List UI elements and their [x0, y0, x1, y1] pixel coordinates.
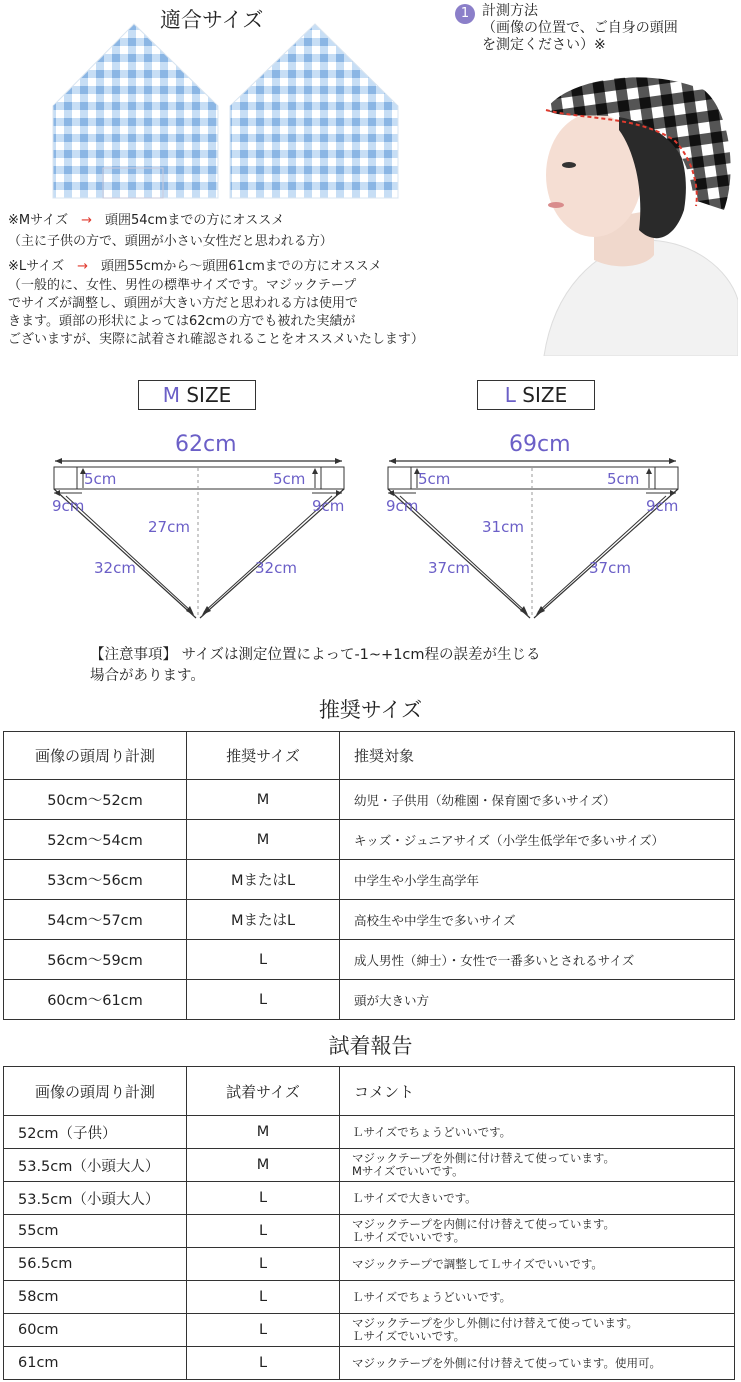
table-row: [4, 1347, 735, 1380]
table-cell: 中学生や小学生高学年: [340, 860, 735, 900]
red-arrow-icon: →: [77, 259, 89, 274]
table-cell: 60cm～61cm: [4, 980, 187, 1020]
table-cell: L: [187, 1215, 340, 1248]
l-size-label: ※Lサイズ: [8, 259, 65, 274]
table-cell: マジックテープを外側に付け替えて使っています。 Mサイズでいいです。: [340, 1149, 735, 1182]
table-row: [4, 1314, 735, 1347]
table-row: [4, 980, 735, 1020]
table-cell: マジックテープで調整してＬサイズでいいです。: [340, 1248, 735, 1281]
table-cell: Ｌサイズでちょうどいいです。: [340, 1116, 735, 1149]
l-size-word: SIZE: [522, 383, 568, 407]
table-row: [4, 1248, 735, 1281]
m-size-diagram: [50, 428, 350, 628]
l-size-desc: 頭囲55cmから～頭囲61cmまでの方にオススメ: [101, 259, 382, 274]
m-tab-left: 5cm: [84, 470, 117, 488]
table-cell: 53.5cm（小頭大人）: [4, 1182, 187, 1215]
bandana-product-image: [48, 22, 400, 200]
m-edge-right: 32cm: [255, 559, 297, 577]
table-row: [4, 860, 735, 900]
table-cell: M: [187, 780, 340, 820]
table-cell: 幼児・子供用（幼稚園・保育園で多いサイズ）: [340, 780, 735, 820]
table-cell: 58cm: [4, 1281, 187, 1314]
m-size-box: [138, 380, 256, 410]
table-cell: L: [187, 1314, 340, 1347]
caution-note: 【注意事項】 サイズは測定位置によって-1~+1cm程の誤差が生じる 場合があります。: [90, 647, 541, 684]
table-cell: 56cm～59cm: [4, 940, 187, 980]
m-size-label: ※Mサイズ: [8, 213, 69, 228]
table-header-row: [4, 1067, 735, 1116]
table-cell: 56.5cm: [4, 1248, 187, 1281]
table-cell: M: [187, 1149, 340, 1182]
table-cell: 成人男性（紳士）・女性で一番多いとされるサイズ: [340, 940, 735, 980]
table-cell: 52cm（子供）: [4, 1116, 187, 1149]
header-cell: 推奨サイズ: [187, 732, 340, 780]
header-cell: 推奨対象: [340, 732, 735, 780]
m-top-width: 62cm: [175, 432, 237, 457]
l-tab-left: 5cm: [418, 470, 451, 488]
recommend-title: 推奨サイズ: [318, 698, 423, 722]
header-cell: コメント: [340, 1067, 735, 1116]
m-center-depth: 27cm: [148, 518, 190, 536]
table-row: [4, 1215, 735, 1248]
table-cell: 54cm～57cm: [4, 900, 187, 940]
table-cell: L: [187, 940, 340, 980]
table-cell: 50cm～52cm: [4, 780, 187, 820]
table-cell: L: [187, 1347, 340, 1380]
l-tab-right: 5cm: [607, 470, 640, 488]
table-cell: L: [187, 1248, 340, 1281]
header-cell: 画像の頭周り計測: [4, 1067, 187, 1116]
table-cell: Ｌサイズでちょうどいいです。: [340, 1281, 735, 1314]
l-size-note-detail: （一般的に、女性、男性の標準サイズです。マジックテープ でサイズが調整し、頭囲が大きい方だと思われる方は使用で きます。頭部の形状によっては62cmの方でも被れた実績が ございますが、実際に試着され確認されることをオススメいたします）: [8, 278, 424, 347]
step-number-badge: 1: [455, 4, 475, 24]
table-header-row: [4, 732, 735, 780]
table-cell: 53cm～56cm: [4, 860, 187, 900]
l-size-letter: L: [504, 383, 516, 407]
table-cell: 61cm: [4, 1347, 187, 1380]
table-row: [4, 820, 735, 860]
model-photo: [524, 70, 738, 356]
l-side-right: 9cm: [646, 497, 679, 515]
table-row: [4, 1281, 735, 1314]
table-cell: L: [187, 1281, 340, 1314]
m-edge-left: 32cm: [94, 559, 136, 577]
l-size-box: [477, 380, 595, 410]
l-size-note: [8, 258, 382, 276]
m-side-right: 9cm: [312, 497, 345, 515]
fit-size-title: 適合サイズ: [160, 8, 264, 32]
l-edge-left: 37cm: [428, 559, 470, 577]
table-row: [4, 1182, 735, 1215]
recommend-table: [3, 731, 735, 1020]
measure-method-text: 計測方法 （画像の位置で、ご自身の頭囲 を測定ください）※: [482, 3, 678, 53]
table-cell: 頭が大きい方: [340, 980, 735, 1020]
table-cell: マジックテープを内側に付け替えて使っています。 Ｌサイズでいいです。: [340, 1215, 735, 1248]
red-arrow-icon: →: [81, 213, 92, 228]
table-cell: 60cm: [4, 1314, 187, 1347]
m-size-note: [8, 212, 284, 230]
table-cell: Ｌサイズで大きいです。: [340, 1182, 735, 1215]
table-cell: 55cm: [4, 1215, 187, 1248]
table-cell: L: [187, 980, 340, 1020]
table-cell: 53.5cm（小頭大人）: [4, 1149, 187, 1182]
l-edge-right: 37cm: [589, 559, 631, 577]
table-cell: MまたはL: [187, 900, 340, 940]
m-side-left: 9cm: [52, 497, 85, 515]
table-cell: L: [187, 1182, 340, 1215]
table-cell: M: [187, 1116, 340, 1149]
m-size-word: SIZE: [186, 383, 232, 407]
l-size-diagram: [384, 428, 684, 628]
l-center-depth: 31cm: [482, 518, 524, 536]
table-cell: MまたはL: [187, 860, 340, 900]
m-tab-right: 5cm: [273, 470, 306, 488]
trial-title: 試着報告: [328, 1034, 413, 1058]
l-side-left: 9cm: [386, 497, 419, 515]
table-cell: マジックテープを少し外側に付け替えて使っています。 Ｌサイズでいいです。: [340, 1314, 735, 1347]
table-cell: 52cm～54cm: [4, 820, 187, 860]
m-size-note-sub: （主に子供の方で、頭囲が小さい女性だと思われる方）: [8, 234, 333, 249]
trial-table: [3, 1066, 735, 1380]
table-row: [4, 780, 735, 820]
table-row: [4, 940, 735, 980]
l-top-width: 69cm: [509, 432, 571, 457]
table-row: [4, 900, 735, 940]
table-cell: M: [187, 820, 340, 860]
m-size-desc: 頭囲54cmまでの方にオススメ: [105, 213, 285, 228]
table-cell: 高校生や中学生で多いサイズ: [340, 900, 735, 940]
table-row: [4, 1116, 735, 1149]
header-cell: 試着サイズ: [187, 1067, 340, 1116]
table-cell: キッズ・ジュニアサイズ（小学生低学年で多いサイズ）: [340, 820, 735, 860]
m-size-letter: M: [162, 383, 180, 407]
table-row: [4, 1149, 735, 1182]
header-cell: 画像の頭周り計測: [4, 732, 187, 780]
table-cell: マジックテープを外側に付け替えて使っています。使用可。: [340, 1347, 735, 1380]
